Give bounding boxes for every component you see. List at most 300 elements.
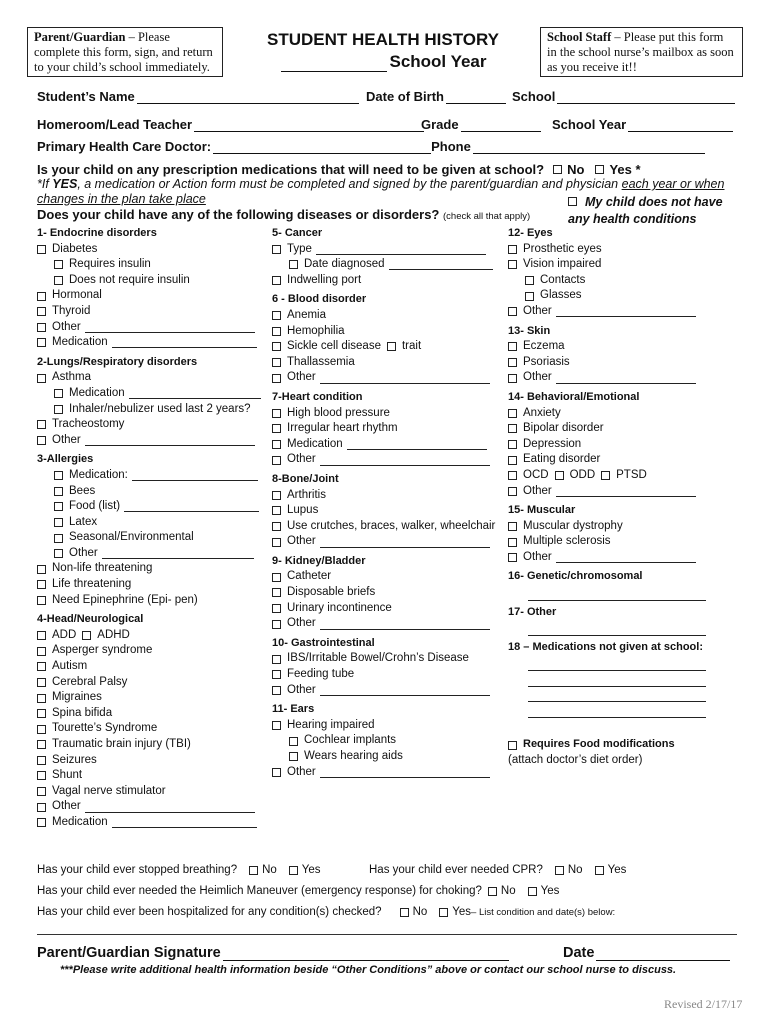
bees-checkbox[interactable]	[54, 487, 63, 496]
condition-item	[272, 749, 497, 765]
conditions-column-2	[272, 226, 497, 780]
other-checkbox[interactable]	[272, 538, 281, 547]
prosthetic-eyes-checkbox[interactable]	[508, 245, 517, 254]
asthma-checkbox[interactable]	[37, 374, 46, 383]
spina-bifida-checkbox[interactable]	[37, 709, 46, 718]
condition-item	[508, 273, 743, 289]
medication-label: Medication	[52, 336, 108, 349]
thallassemia-checkbox[interactable]	[272, 358, 281, 367]
food-list-input[interactable]	[124, 501, 259, 512]
hospitalized-yes-checkbox[interactable]	[439, 908, 448, 917]
condition-item	[272, 519, 497, 535]
does-not-require-insulin-label: Does not require insulin	[69, 273, 190, 286]
use-crutches-braces-walker-wheelchair-checkbox[interactable]	[272, 522, 281, 531]
grade-field	[421, 117, 541, 132]
tracheostomy-label: Tracheostomy	[52, 418, 125, 431]
other-input[interactable]	[556, 486, 696, 497]
ibs-irritable-bowel-crohn-s-disease-checkbox[interactable]	[272, 655, 281, 664]
blank-line-input[interactable]	[528, 691, 706, 702]
add-label: ADD	[52, 628, 77, 641]
date-diagnosed-checkbox[interactable]	[289, 260, 298, 269]
ptsd-label: PTSD	[616, 468, 647, 481]
other-input[interactable]	[85, 802, 255, 813]
medication-input[interactable]	[129, 388, 261, 399]
dob-input[interactable]	[446, 90, 506, 104]
other-input[interactable]	[320, 685, 490, 696]
blank-line	[508, 671, 743, 687]
asthma-label: Asthma	[52, 371, 91, 384]
other-label: Other	[287, 453, 316, 466]
signature-date-field	[563, 945, 730, 961]
section-heading	[508, 605, 743, 621]
condition-item	[272, 257, 497, 273]
high-blood-pressure-checkbox[interactable]	[272, 409, 281, 418]
staff-instructions-text: – Please put this form in the school nurse’s mailbox as soon as you receive it!!	[547, 30, 734, 74]
signature-date-label: Date	[563, 945, 595, 961]
section-heading	[508, 569, 743, 585]
need-epinephrine-epi-pen-checkbox[interactable]	[37, 596, 46, 605]
medication-checkbox[interactable]	[37, 338, 46, 347]
muscular-dystrophy-checkbox[interactable]	[508, 522, 517, 531]
condition-item	[37, 530, 265, 546]
condition-item	[37, 784, 265, 800]
section-heading-label: 8-Bone/Joint	[272, 472, 339, 485]
latex-checkbox[interactable]	[54, 518, 63, 527]
cerebral-palsy-checkbox[interactable]	[37, 678, 46, 687]
sickle-cell-disease-checkbox[interactable]	[272, 342, 281, 351]
other-checkbox[interactable]	[54, 549, 63, 558]
hearing-impaired-label: Hearing impaired	[287, 718, 375, 731]
anemia-label: Anemia	[287, 308, 326, 321]
condition-item	[37, 320, 265, 336]
medication-input[interactable]	[112, 817, 257, 828]
date-diagnosed-label: Date diagnosed	[304, 258, 385, 271]
latex-label: Latex	[69, 515, 98, 528]
condition-item	[37, 799, 265, 815]
section-heading	[508, 226, 743, 242]
condition-item	[37, 433, 265, 449]
phone-input[interactable]	[473, 140, 705, 154]
condition-item	[37, 706, 265, 722]
school-year-input[interactable]	[628, 118, 733, 132]
school-year-field	[552, 117, 733, 132]
autism-checkbox[interactable]	[37, 662, 46, 671]
irregular-heart-rhythm-checkbox[interactable]	[272, 424, 281, 433]
other-label: Other	[287, 765, 316, 778]
homeroom-input[interactable]	[194, 118, 424, 132]
section-heading-label: 2-Lungs/Respiratory disorders	[37, 355, 198, 368]
condition-item	[37, 515, 265, 531]
condition-item	[272, 437, 497, 453]
other-checkbox[interactable]	[37, 323, 46, 332]
other-input[interactable]	[320, 537, 490, 548]
blank-line	[508, 655, 743, 671]
glasses-checkbox[interactable]	[525, 292, 534, 301]
other-checkbox[interactable]	[508, 374, 517, 383]
condition-item	[272, 534, 497, 550]
other-label: Other	[52, 320, 81, 333]
medication-checkbox[interactable]	[37, 818, 46, 827]
thyroid-label: Thyroid	[52, 304, 91, 317]
vision-impaired-checkbox[interactable]	[508, 260, 517, 269]
other-input[interactable]	[320, 619, 490, 630]
school-input[interactable]	[557, 90, 735, 104]
arthritis-label: Arthritis	[287, 488, 326, 501]
section-heading	[37, 452, 265, 468]
section-heading-label: 4-Head/Neurological	[37, 613, 144, 626]
phone-label: Phone	[431, 139, 471, 154]
condition-item	[272, 585, 497, 601]
catheter-checkbox[interactable]	[272, 573, 281, 582]
medication-input[interactable]	[347, 439, 487, 450]
irregular-heart-rhythm-label: Irregular heart rhythm	[287, 422, 398, 435]
homeroom-label: Homeroom/Lead Teacher	[37, 117, 193, 132]
type-input[interactable]	[316, 244, 486, 255]
student-name-input[interactable]	[137, 90, 359, 104]
high-blood-pressure-label: High blood pressure	[287, 406, 390, 419]
divider-line	[37, 934, 737, 935]
medication-checkbox[interactable]	[54, 471, 63, 480]
no-conditions-label: My child does not have any health conditions	[568, 195, 723, 226]
medication-label: Medication	[69, 386, 125, 399]
food-list-label: Food (list)	[69, 500, 121, 513]
eating-disorder-checkbox[interactable]	[508, 456, 517, 465]
section-heading	[272, 472, 497, 488]
heimlich-yes-checkbox[interactable]	[528, 887, 537, 896]
other-input[interactable]	[102, 548, 254, 559]
meds-no-checkbox[interactable]	[553, 165, 562, 174]
non-life-threatening-checkbox[interactable]	[37, 565, 46, 574]
indwelling-port-label: Indwelling port	[287, 273, 362, 286]
seizures-checkbox[interactable]	[37, 756, 46, 765]
condition-item	[37, 593, 265, 609]
other-checkbox[interactable]	[272, 620, 281, 629]
conditions-column-3	[508, 226, 743, 769]
condition-item	[508, 737, 743, 753]
cpr-question: Has your child ever needed CPR? No Yes	[369, 864, 627, 876]
diseases-question-hint: (check all that apply)	[443, 211, 531, 222]
migraines-label: Migraines	[52, 691, 102, 704]
condition-item	[37, 643, 265, 659]
migraines-checkbox[interactable]	[37, 694, 46, 703]
prosthetic-eyes-label: Prosthetic eyes	[523, 242, 602, 255]
lupus-label: Lupus	[287, 504, 319, 517]
condition-item	[272, 324, 497, 340]
type-checkbox[interactable]	[272, 245, 281, 254]
condition-item	[272, 733, 497, 749]
psoriasis-label: Psoriasis	[523, 355, 570, 368]
other-input[interactable]	[320, 455, 490, 466]
seasonal-environmental-label: Seasonal/Environmental	[69, 531, 194, 544]
need-epinephrine-epi-pen-label: Need Epinephrine (Epi- pen)	[52, 593, 198, 606]
hospitalized-no-checkbox[interactable]	[400, 908, 409, 917]
meds-no-label: No	[567, 162, 585, 177]
heimlich-question: Has your child ever needed the Heimlich Maneuver (emergency response) for choking? No Yes	[37, 885, 560, 897]
other-input[interactable]	[556, 373, 696, 384]
urinary-incontinence-label: Urinary incontinence	[287, 601, 392, 614]
condition-item	[508, 406, 743, 422]
other-label: Other	[287, 617, 316, 630]
condition-item	[272, 452, 497, 468]
blank-line	[508, 687, 743, 703]
cpr-no-checkbox[interactable]	[555, 866, 564, 875]
asperger-syndrome-checkbox[interactable]	[37, 647, 46, 656]
psoriasis-checkbox[interactable]	[508, 358, 517, 367]
meds-question-text: Is your child on any prescription medications that will need to be given at school?	[37, 162, 545, 177]
multiple-sclerosis-checkbox[interactable]	[508, 538, 517, 547]
condition-item	[272, 765, 497, 781]
condition-item	[37, 257, 265, 273]
breathing-question-text: Has your child ever stopped breathing?	[37, 864, 238, 876]
odd-label: ODD	[569, 468, 596, 481]
other-input[interactable]	[85, 435, 255, 446]
condition-item	[37, 561, 265, 577]
thyroid-checkbox[interactable]	[37, 307, 46, 316]
section-heading	[37, 612, 265, 628]
other-input[interactable]	[320, 767, 490, 778]
anemia-checkbox[interactable]	[272, 311, 281, 320]
signature-label: Parent/Guardian Signature	[37, 945, 221, 961]
other-label: Other	[52, 800, 81, 813]
condition-item	[37, 768, 265, 784]
signature-input[interactable]	[223, 945, 509, 961]
condition-item	[37, 690, 265, 706]
school-year-field-label: School Year	[552, 117, 627, 132]
condition-item	[272, 601, 497, 617]
hormonal-checkbox[interactable]	[37, 292, 46, 301]
signature-date-input[interactable]	[596, 945, 730, 961]
hospitalized-note: – List condition and date(s) below:	[471, 906, 616, 918]
no-conditions-checkbox[interactable]	[568, 197, 577, 206]
depression-checkbox[interactable]	[508, 440, 517, 449]
section-heading	[37, 226, 265, 242]
meds-question	[37, 162, 641, 177]
condition-item	[508, 370, 743, 386]
contacts-checkbox[interactable]	[525, 276, 534, 285]
condition-item	[272, 718, 497, 734]
hearing-impaired-checkbox[interactable]	[272, 721, 281, 730]
meds-note-emphasis: each year or when changes in the plan take place	[37, 177, 725, 206]
medication-checkbox[interactable]	[272, 440, 281, 449]
does-not-require-insulin-checkbox[interactable]	[54, 276, 63, 285]
condition-item	[272, 242, 497, 258]
other-checkbox[interactable]	[272, 686, 281, 695]
hemophilia-checkbox[interactable]	[272, 327, 281, 336]
breathing-question: Has your child ever stopped breathing? No Yes	[37, 864, 321, 876]
school-year-blank[interactable]	[281, 58, 387, 72]
trait-label: trait	[401, 340, 422, 353]
condition-item	[272, 339, 497, 355]
condition-item	[37, 386, 265, 402]
condition-item	[272, 370, 497, 386]
other-checkbox[interactable]	[508, 487, 517, 496]
blank-line-input[interactable]	[528, 660, 706, 671]
section-heading-label: 15- Muscular	[508, 504, 576, 517]
parent-instructions-box	[27, 27, 223, 77]
condition-item	[272, 683, 497, 699]
other-checkbox[interactable]	[37, 436, 46, 445]
tourette-s-syndrome-checkbox[interactable]	[37, 725, 46, 734]
breathing-yes-checkbox[interactable]	[289, 866, 298, 875]
requires-food-modifications-checkbox[interactable]	[508, 741, 517, 750]
heimlich-no-checkbox[interactable]	[488, 887, 497, 896]
other-input[interactable]	[556, 552, 696, 563]
section-heading-label: 14- Behavioral/Emotional	[508, 390, 640, 403]
adhd-checkbox[interactable]	[82, 631, 91, 640]
conditions-column-1	[37, 226, 265, 831]
meds-yes-checkbox[interactable]	[595, 165, 604, 174]
condition-item	[37, 546, 265, 562]
glasses-label: Glasses	[540, 289, 582, 302]
blank-line-input[interactable]	[528, 625, 706, 636]
shunt-checkbox[interactable]	[37, 771, 46, 780]
other-label: Other	[523, 371, 552, 384]
hospitalized-question-text: Has your child ever been hospitalized for any condition(s) checked?	[37, 906, 382, 918]
condition-item	[37, 753, 265, 769]
eating-disorder-label: Eating disorder	[523, 453, 601, 466]
condition-item	[272, 406, 497, 422]
doctor-input[interactable]	[213, 140, 431, 154]
section-heading	[272, 554, 497, 570]
condition-item	[37, 815, 265, 831]
other-input[interactable]	[556, 306, 696, 317]
other-checkbox[interactable]	[37, 803, 46, 812]
dob-field	[366, 89, 506, 104]
condition-item	[508, 519, 743, 535]
hormonal-label: Hormonal	[52, 289, 102, 302]
eczema-checkbox[interactable]	[508, 342, 517, 351]
asperger-syndrome-label: Asperger syndrome	[52, 644, 153, 657]
medication-input[interactable]	[132, 470, 258, 481]
other-checkbox[interactable]	[508, 553, 517, 562]
grade-input[interactable]	[461, 118, 541, 132]
medication-checkbox[interactable]	[54, 389, 63, 398]
form-title: STUDENT HEALTH HISTORY	[266, 30, 500, 49]
other-checkbox[interactable]	[272, 768, 281, 777]
medication-label: Medication	[287, 437, 343, 450]
other-label: Other	[523, 550, 552, 563]
spina-bifida-label: Spina bifida	[52, 706, 113, 719]
doctor-label: Primary Health Care Doctor:	[37, 139, 212, 154]
condition-item	[37, 417, 265, 433]
blank-line-input[interactable]	[528, 590, 706, 601]
hospitalized-question: Has your child ever been hospitalized for any condition(s) checked? No Yes – List condition and date(s) below:	[37, 906, 616, 918]
condition-item	[37, 304, 265, 320]
cpr-yes-checkbox[interactable]	[595, 866, 604, 875]
condition-item	[272, 421, 497, 437]
inhaler-nebulizer-used-last-2-years-label: Inhaler/nebulizer used last 2 years?	[69, 402, 251, 415]
trait-checkbox[interactable]	[387, 342, 396, 351]
condition-item	[37, 335, 265, 351]
disposable-briefs-label: Disposable briefs	[287, 586, 376, 599]
add-checkbox[interactable]	[37, 631, 46, 640]
section-heading-label: 12- Eyes	[508, 227, 553, 239]
eczema-label: Eczema	[523, 340, 565, 353]
tracheostomy-checkbox[interactable]	[37, 420, 46, 429]
other-checkbox[interactable]	[508, 307, 517, 316]
signature-field	[37, 945, 509, 961]
bipolar-disorder-checkbox[interactable]	[508, 424, 517, 433]
blank-line-input[interactable]	[528, 676, 706, 687]
section-heading	[508, 324, 743, 340]
non-life-threatening-label: Non-life threatening	[52, 562, 153, 575]
other-input[interactable]	[85, 322, 255, 333]
heimlich-question-text: Has your child ever needed the Heimlich Maneuver (emergency response) for choking?	[37, 885, 482, 897]
lupus-checkbox[interactable]	[272, 506, 281, 515]
adhd-label: ADHD	[97, 628, 130, 641]
odd-checkbox[interactable]	[555, 471, 564, 480]
traumatic-brain-injury-tbi-checkbox[interactable]	[37, 740, 46, 749]
blank-line-input[interactable]	[528, 707, 706, 718]
anxiety-checkbox[interactable]	[508, 409, 517, 418]
feeding-tube-checkbox[interactable]	[272, 670, 281, 679]
condition-item	[508, 534, 743, 550]
type-label: Type	[287, 242, 312, 255]
ptsd-checkbox[interactable]	[601, 471, 610, 480]
other-input[interactable]	[320, 373, 490, 384]
diabetes-checkbox[interactable]	[37, 245, 46, 254]
feeding-tube-label: Feeding tube	[287, 668, 355, 681]
section-heading-label: 9- Kidney/Bladder	[272, 554, 366, 567]
condition-item	[272, 273, 497, 289]
blank-line	[508, 620, 743, 636]
cerebral-palsy-label: Cerebral Palsy	[52, 675, 128, 688]
contacts-label: Contacts	[540, 273, 586, 286]
condition-item	[508, 257, 743, 273]
other-checkbox[interactable]	[272, 374, 281, 383]
bipolar-disorder-label: Bipolar disorder	[523, 422, 604, 435]
life-threatening-checkbox[interactable]	[37, 580, 46, 589]
staff-instructions-box	[540, 27, 743, 77]
ocd-checkbox[interactable]	[508, 471, 517, 480]
additional-info-note: ***Please write additional health information beside “Other Conditions” above or contact our school nurse to discuss.	[60, 964, 677, 976]
parent-instructions-label: Parent/Guardian	[34, 30, 126, 44]
condition-item	[508, 242, 743, 258]
staff-instructions-label: School Staff	[547, 30, 612, 44]
medication-input[interactable]	[112, 337, 257, 348]
vagal-nerve-stimulator-checkbox[interactable]	[37, 787, 46, 796]
arthritis-checkbox[interactable]	[272, 491, 281, 500]
condition-item	[508, 421, 743, 437]
requires-insulin-checkbox[interactable]	[54, 260, 63, 269]
meds-note: *If YES, a medication or Action form must be completed and signed by the parent/guardian and physician each year or when changes in the plan take place	[37, 177, 725, 206]
cochlear-implants-label: Cochlear implants	[304, 734, 397, 747]
urinary-incontinence-checkbox[interactable]	[272, 604, 281, 613]
seasonal-environmental-checkbox[interactable]	[54, 534, 63, 543]
disposable-briefs-checkbox[interactable]	[272, 588, 281, 597]
section-heading	[272, 226, 497, 242]
wears-hearing-aids-checkbox[interactable]	[289, 752, 298, 761]
condition-item	[272, 651, 497, 667]
food-list-checkbox[interactable]	[54, 502, 63, 511]
section-heading	[37, 355, 265, 371]
section-heading-label: 16- Genetic/chromosomal	[508, 570, 643, 583]
indwelling-port-checkbox[interactable]	[272, 276, 281, 285]
condition-item	[37, 484, 265, 500]
sickle-cell-disease-label: Sickle cell disease	[287, 340, 381, 353]
section-heading	[508, 640, 743, 656]
inhaler-nebulizer-used-last-2-years-checkbox[interactable]	[54, 405, 63, 414]
life-threatening-label: Life threatening	[52, 578, 132, 591]
section-heading-label: 11- Ears	[272, 703, 315, 716]
other-checkbox[interactable]	[272, 456, 281, 465]
cochlear-implants-checkbox[interactable]	[289, 737, 298, 746]
section-heading-label: 5- Cancer	[272, 227, 323, 239]
cpr-question-text: Has your child ever needed CPR?	[369, 864, 543, 876]
condition-item	[508, 355, 743, 371]
breathing-no-checkbox[interactable]	[249, 866, 258, 875]
date-diagnosed-input[interactable]	[389, 259, 493, 270]
